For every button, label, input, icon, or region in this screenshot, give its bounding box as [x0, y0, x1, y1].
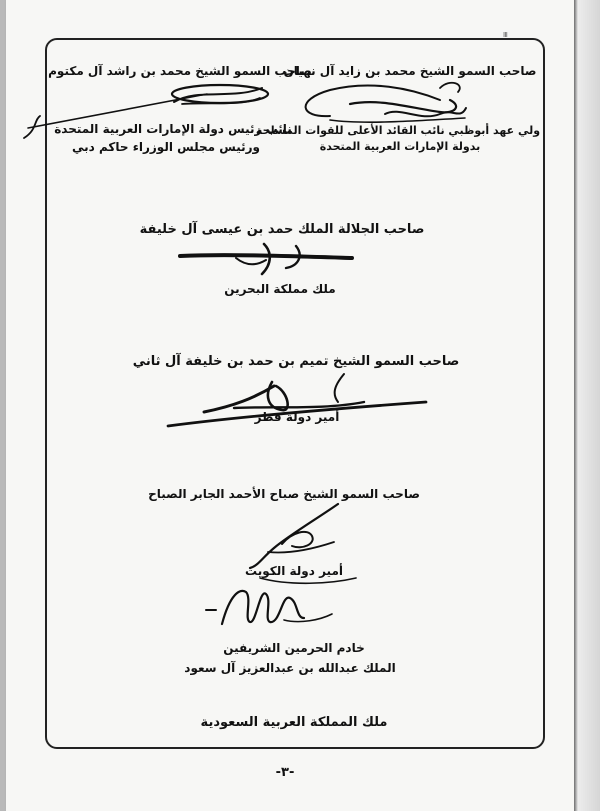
signatory-mbr-role-line1: نائب رئيس دولة الإمارات العربية المتحدة [54, 122, 292, 136]
signatory-kuwait-title: صاحب السمو الشيخ صباح الأحمد الجابر الصباح [148, 487, 420, 501]
page-edge-shadow [574, 0, 600, 811]
signatory-mbz-role-line2: بدولة الإمارات العربية المتحدة [319, 140, 481, 153]
signatory-bahrain-title: صاحب الجلالة الملك حمد بن عيسى آل خليفة [139, 222, 425, 237]
signatory-qatar-role: أمير دولة قطر [254, 410, 340, 424]
signature-kuwait [248, 500, 348, 570]
signatory-saudi-title-line2: الملك عبدالله بن عبدالعزيز آل سعود [184, 661, 396, 675]
signatory-kuwait-role: أمير دولة الكويت [245, 564, 343, 578]
signature-saudi [200, 574, 360, 634]
corner-page-mark: Ⅲ [503, 31, 508, 39]
signatory-bahrain-role: ملك مملكة البحرين [224, 282, 336, 296]
signatory-saudi-role: ملك المملكة العربية السعودية [200, 715, 388, 730]
signature-bahrain [176, 240, 356, 276]
signatory-saudi-title-line1: خادم الحرمين الشريفين [223, 641, 365, 655]
signatory-mbz-role-line1: ولي عهد أبوظبي نائب القائد الأعلى للقوات المسلحة [255, 124, 541, 137]
page-number: -٣- [275, 765, 295, 780]
signatory-mbr-role-line2: ورئيس مجلس الوزراء حاكم دبي [72, 140, 260, 154]
signatory-mbz-title: صاحب السمو الشيخ محمد بن زايد آل نهيان [283, 64, 537, 78]
signatory-qatar-title: صاحب السمو الشيخ تميم بن حمد بن خليفة آل ثاني [132, 354, 460, 369]
signatory-mbr-title: صاحب السمو الشيخ محمد بن راشد آل مكتوم [48, 64, 312, 78]
signature-mbz [290, 78, 480, 130]
